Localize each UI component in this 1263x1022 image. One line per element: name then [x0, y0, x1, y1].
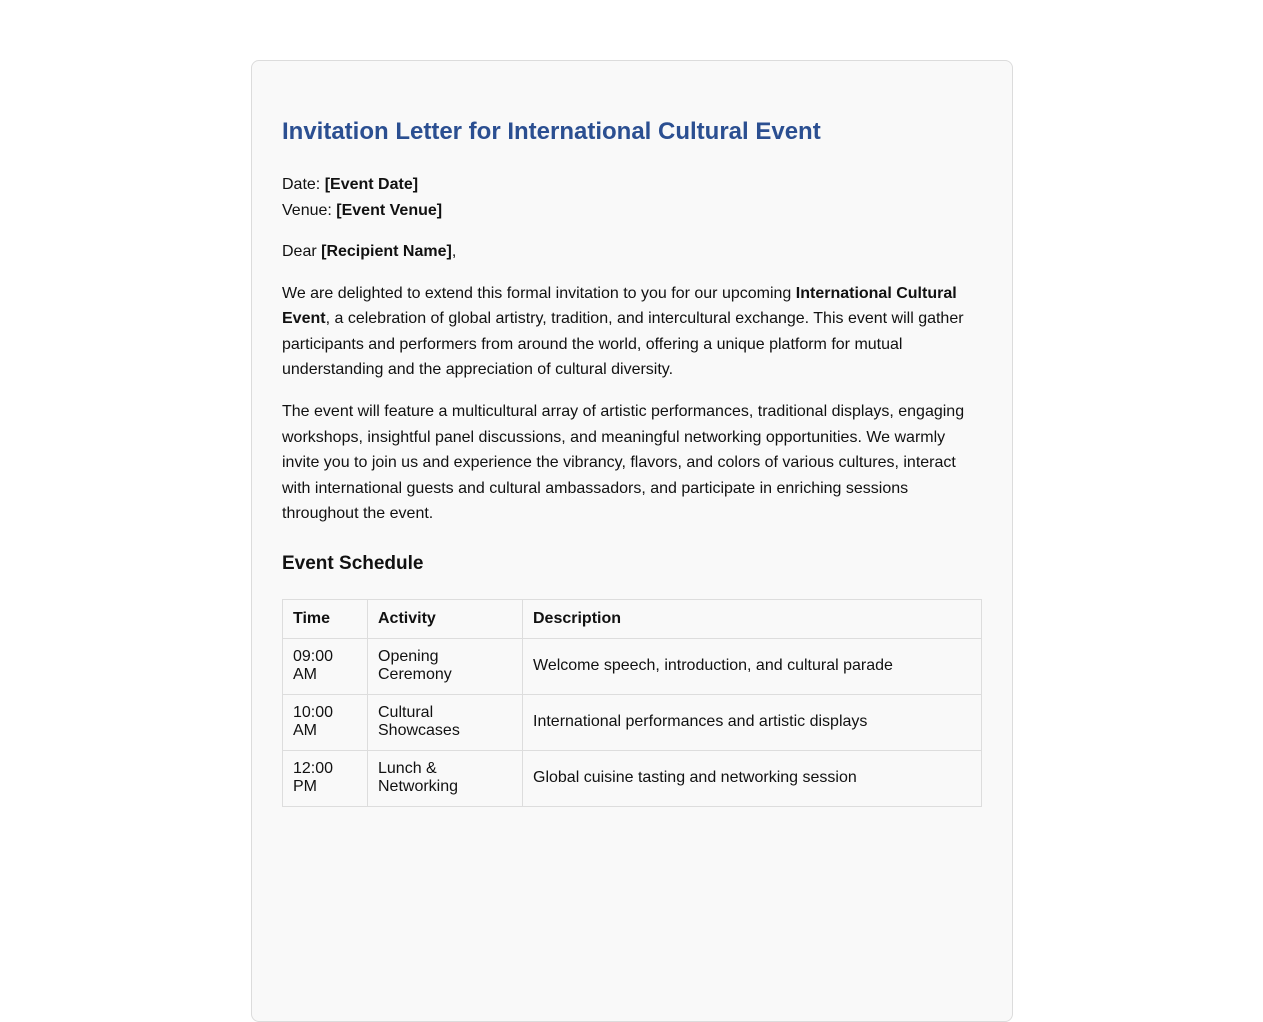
- schedule-table: [282, 599, 982, 807]
- greeting: [282, 239, 982, 265]
- table-row: [283, 694, 982, 750]
- date-label: Date:: [282, 176, 325, 193]
- invitation-letter: [251, 60, 1013, 1022]
- row-description: International performances and artistic displays: [523, 694, 982, 750]
- date-line: [282, 172, 982, 198]
- greeting-prefix: Dear: [282, 243, 322, 260]
- recipient-name: [Recipient Name]: [321, 243, 452, 260]
- details-paragraph: The event will feature a multicultural array of artistic performances, traditional displays, engaging workshops, insightful panel discussions, and meaningful networking opportunities. We warmly invite you to join us and experience the vibrancy, flavors, and colors of various cultures, interact with international guests and cultural ambassadors, and participate in enriching sessions throughout the event.: [282, 402, 965, 523]
- table-row: [283, 638, 982, 694]
- row-description: Global cuisine tasting and networking session: [523, 750, 982, 806]
- event-name: International Cultural Event: [282, 284, 957, 328]
- venue-line: [282, 198, 982, 224]
- greeting-suffix: ,: [451, 243, 457, 260]
- header-time: Time: [283, 599, 368, 638]
- row-time: 12:00 PM: [283, 750, 368, 806]
- letter-title: Invitation Letter for International Cultural Event: [282, 118, 821, 145]
- table-header-row: [283, 599, 982, 638]
- intro-text-after: , a celebration of global artistry, tradition, and intercultural exchange. This event will gather participants and performers from around the world, offering a unique platform for mutual understanding and the appreciation of cultural diversity.: [282, 310, 964, 379]
- row-activity: Opening Ceremony: [368, 638, 523, 694]
- header-description: Description: [523, 599, 982, 638]
- row-activity: Cultural Showcases: [368, 694, 523, 750]
- intro-paragraph: [282, 281, 982, 383]
- row-time: 10:00 AM: [283, 694, 368, 750]
- event-meta: [282, 172, 982, 224]
- schedule-heading: Event Schedule: [282, 552, 424, 574]
- intro-text-before: We are delighted to extend this formal invitation to you for our upcoming: [282, 284, 796, 302]
- venue-value: [Event Venue]: [336, 202, 443, 219]
- row-description: Welcome speech, introduction, and cultural parade: [523, 638, 982, 694]
- header-activity: Activity: [368, 599, 523, 638]
- row-activity: Lunch & Networking: [368, 750, 523, 806]
- venue-label: Venue:: [282, 202, 337, 219]
- row-time: 09:00 AM: [283, 638, 368, 694]
- table-row: [283, 750, 982, 806]
- date-value: [Event Date]: [324, 176, 419, 193]
